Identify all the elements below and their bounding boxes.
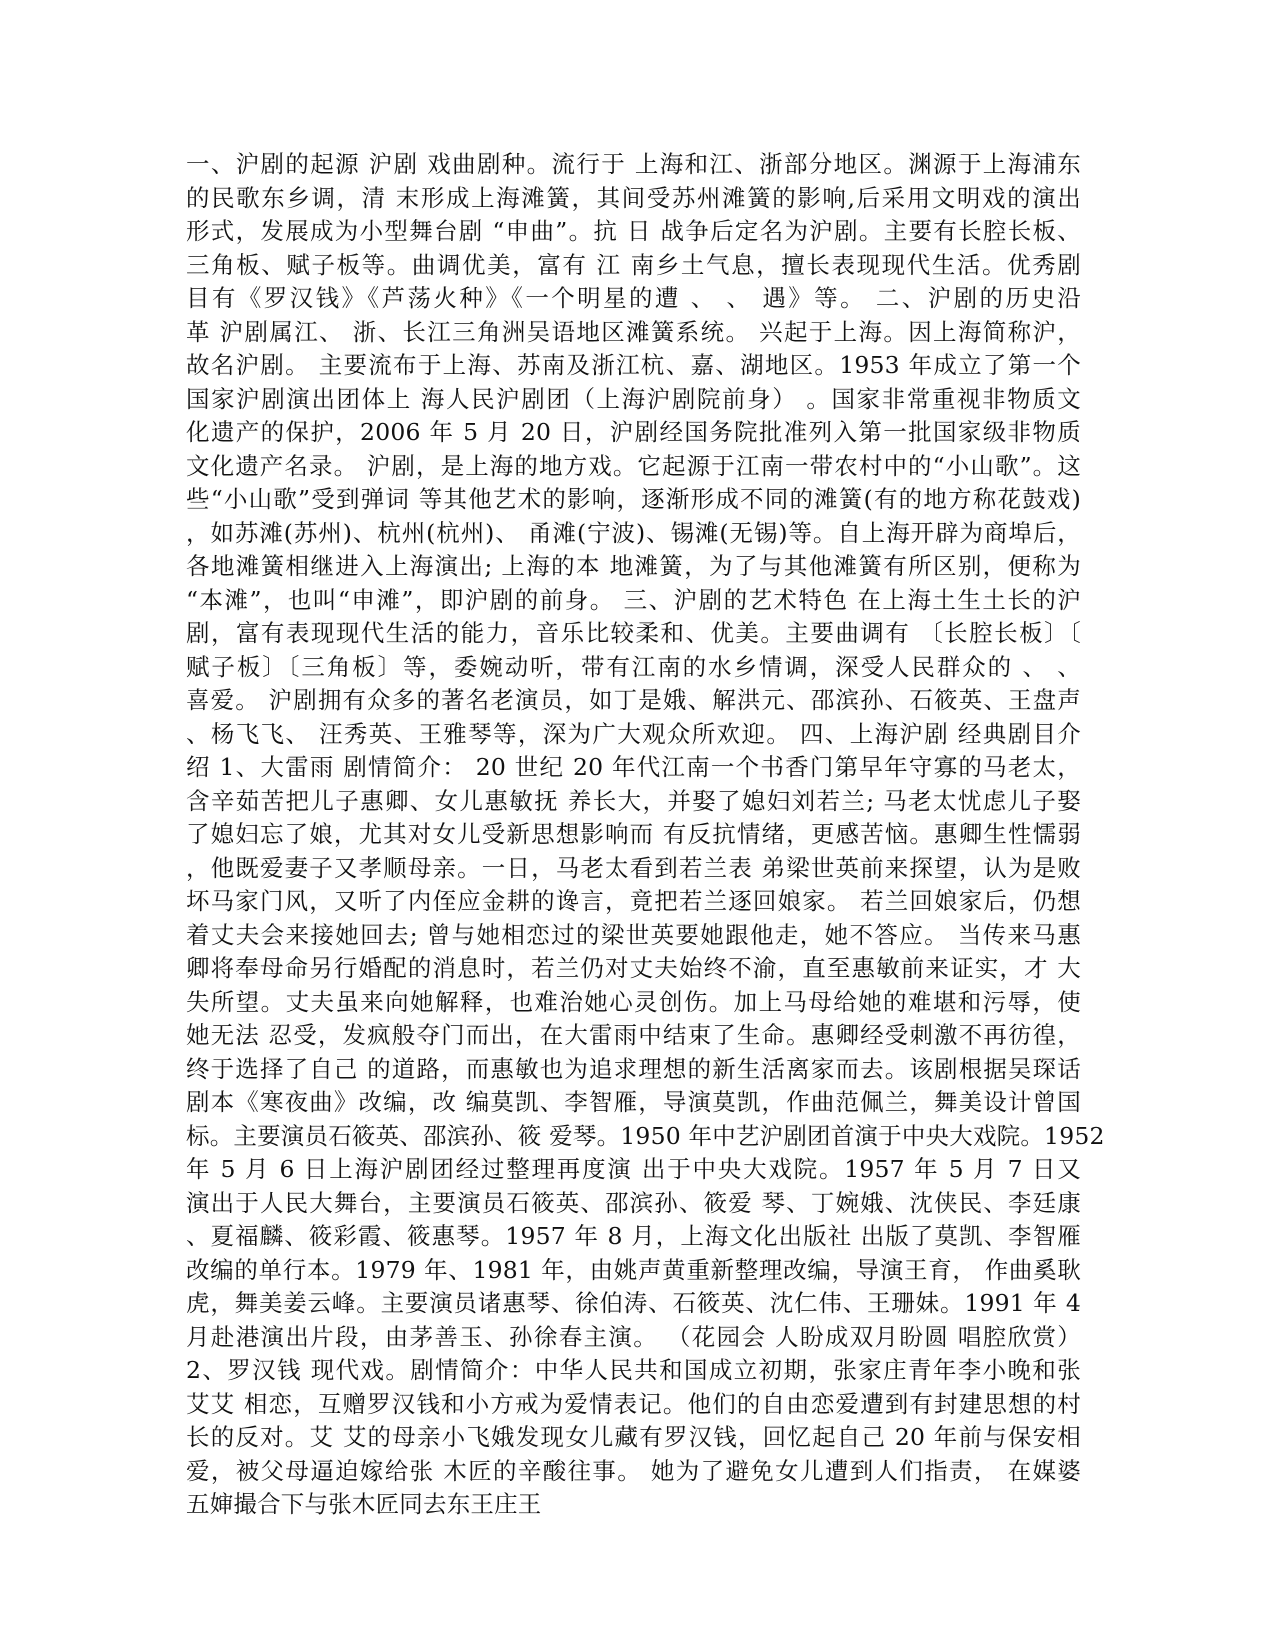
text-line: 演出于人民大舞台，主要演员石筱英、邵滨孙、筱爱 琴、丁婉娥、沈侠民、李廷康 <box>186 1188 1081 1217</box>
text-line: 改编的单行本。1979 年、1981 年，由姚声黄重新整理改编，导演王育， 作曲奚耿 <box>186 1255 1081 1284</box>
text-line: “本滩”，也叫“申滩”，即沪剧的前身。 三、沪剧的艺术特色 在上海土生土长的沪 <box>186 585 1081 614</box>
text-line: 形式，发展成为小型舞台剧 “申曲”。抗 日 战争后定名为沪剧。主要有长腔长板、 <box>186 217 1081 245</box>
text-line: 各地滩簧相继进入上海演出; 上海的本 地滩簧，为了与其他滩簧有所区别，便称为 <box>186 552 1081 580</box>
text-line: 艾艾 相恋，互赠罗汉钱和小方戒为爱情表记。他们的自由恋爱遭到有封建思想的村 <box>186 1389 1081 1418</box>
text-line: 文化遗产名录。 沪剧，是上海的地方戏。它起源于江南一带农村中的“小山歌”。这 <box>186 451 1081 480</box>
text-line: 含辛茹苦把儿子惠卿、女儿惠敏抚 养长大，并娶了媳妇刘若兰; 马老太忧虑儿子娶 <box>186 786 1081 815</box>
text-line: 失所望。丈夫虽来向她解释，也难治她心灵创伤。加上马母给她的难堪和污辱，使 <box>186 987 1081 1016</box>
text-line: 革 沪剧属江、 浙、长江三角洲吴语地区滩簧系统。 兴起于上海。因上海简称沪， <box>186 317 1081 346</box>
text-line: 卿将奉母命另行婚配的消息时，若兰仍对丈夫始终不渝，直至惠敏前来证实，才 大 <box>186 954 1081 982</box>
text-line: 终于选择了自己 的道路，而惠敏也为追求理想的新生活离家而去。该剧根据吴琛话 <box>186 1054 1081 1083</box>
text-line: 年 5 月 6 日上海沪剧团经过整理再度演 出于中央大戏院。1957 年 5 月 7 日又 <box>186 1155 1081 1183</box>
text-line: 2、罗汉钱 现代戏。剧情简介：中华人民共和国成立初期，张家庄青年李小晚和张 <box>186 1356 1081 1384</box>
text-line: 化遗产的保护，2006 年 5 月 20 日，沪剧经国务院批准列入第一批国家级非物质 <box>186 418 1081 446</box>
text-line: 剧，富有表现现代生活的能力，音乐比较柔和、优美。主要曲调有 〔长腔长板〕〔 <box>186 619 1081 647</box>
text-line: 目有《罗汉钱》《芦荡火种》《一个明星的遭 、 、 遇》等。 二、沪剧的历史沿 <box>186 284 1081 312</box>
text-line: 她无法 忍受，发疯般夺门而出，在大雷雨中结束了生命。惠卿经受刺激不再彷徨， <box>186 1021 1081 1049</box>
text-line: 剧本《寒夜曲》改编，改 编莫凯、李智雁，导演莫凯，作曲范佩兰，舞美设计曾国 <box>186 1088 1081 1116</box>
text-line: 喜爱。 沪剧拥有众多的著名老演员，如丁是娥、解洪元、邵滨孙、石筱英、王盘声 <box>186 686 1081 714</box>
body-text <box>186 148 1105 1522</box>
text-line: 绍 1、大雷雨 剧情简介： 20 世纪 20 年代江南一个书香门第早年守寡的马老太， <box>186 753 1081 781</box>
text-line: 国家沪剧演出团体上 海人民沪剧团（上海沪剧院前身） 。国家非常重视非物质文 <box>186 384 1081 413</box>
text-line: 、杨飞飞、 汪秀英、王雅琴等，深为广大观众所欢迎。 四、上海沪剧 经典剧目介 <box>186 719 1081 748</box>
text-line: 了媳妇忘了娘，尤其对女儿受新思想影响而 有反抗情绪，更感苦恼。惠卿生性懦弱 <box>186 820 1081 848</box>
text-line: 标。主要演员石筱英、邵滨孙、筱 爱琴。1950 年中艺沪剧团首演于中央大戏院。1952 <box>186 1121 1105 1150</box>
text-line: 的民歌东乡调，清 末形成上海滩簧，其间受苏州滩簧的影响,后采用文明戏的演出 <box>186 183 1081 212</box>
text-line: 坏马家门风，又听了内侄应金耕的谗言，竟把若兰逐回娘家。 若兰回娘家后，仍想 <box>186 887 1081 915</box>
text-line: 虎，舞美姜云峰。主要演员诸惠琴、徐伯涛、石筱英、沈仁伟、王珊妹。1991 年 4 <box>186 1289 1081 1317</box>
text-line: 长的反对。艾 艾的母亲小飞娥发现女儿藏有罗汉钱，回忆起自己 20 年前与保安相 <box>186 1423 1081 1451</box>
text-line: 些“小山歌”受到弹词 等其他艺术的影响，逐渐形成不同的滩簧(有的地方称花鼓戏) <box>186 485 1081 513</box>
text-line: 爱，被父母逼迫嫁给张 木匠的辛酸往事。 她为了避免女儿遭到人们指责， 在媒婆 <box>186 1456 1081 1485</box>
text-line: 赋子板〕〔三角板〕等，委婉动听，带有江南的水乡情调，深受人民群众的 、 、 <box>186 652 1081 681</box>
text-line: 月赴港演出片段，由茅善玉、孙徐春主演。 （花园会 人盼成双月盼圆 唱腔欣赏） <box>186 1322 1081 1351</box>
text-line: ，他既爱妻子又孝顺母亲。一日，马老太看到若兰表 弟梁世英前来探望，认为是败 <box>186 853 1081 882</box>
text-line: 五婶撮合下与张木匠同去东王庄王 <box>186 1490 542 1518</box>
text-line: ，如苏滩(苏州)、杭州(杭州)、 甬滩(宁波)、锡滩(无锡)等。自上海开辟为商埠后， <box>186 518 1081 547</box>
text-line: 、夏福麟、筱彩霞、筱惠琴。1957 年 8 月，上海文化出版社 出版了莫凯、李智雁 <box>186 1222 1081 1250</box>
text-line: 故名沪剧。 主要流布于上海、苏南及浙江杭、嘉、湖地区。1953 年成立了第一个 <box>186 351 1081 379</box>
text-line: 着丈夫会来接她回去; 曾与她相恋过的梁世英要她跟他走，她不答应。 当传来马惠 <box>186 920 1081 949</box>
text-line: 三角板、赋子板等。曲调优美，富有 江 南乡土气息，擅长表现现代生活。优秀剧 <box>186 250 1081 279</box>
text-line: 一、沪剧的起源 沪剧 戏曲剧种。流行于 上海和江、浙部分地区。渊源于上海浦东 <box>186 150 1081 178</box>
